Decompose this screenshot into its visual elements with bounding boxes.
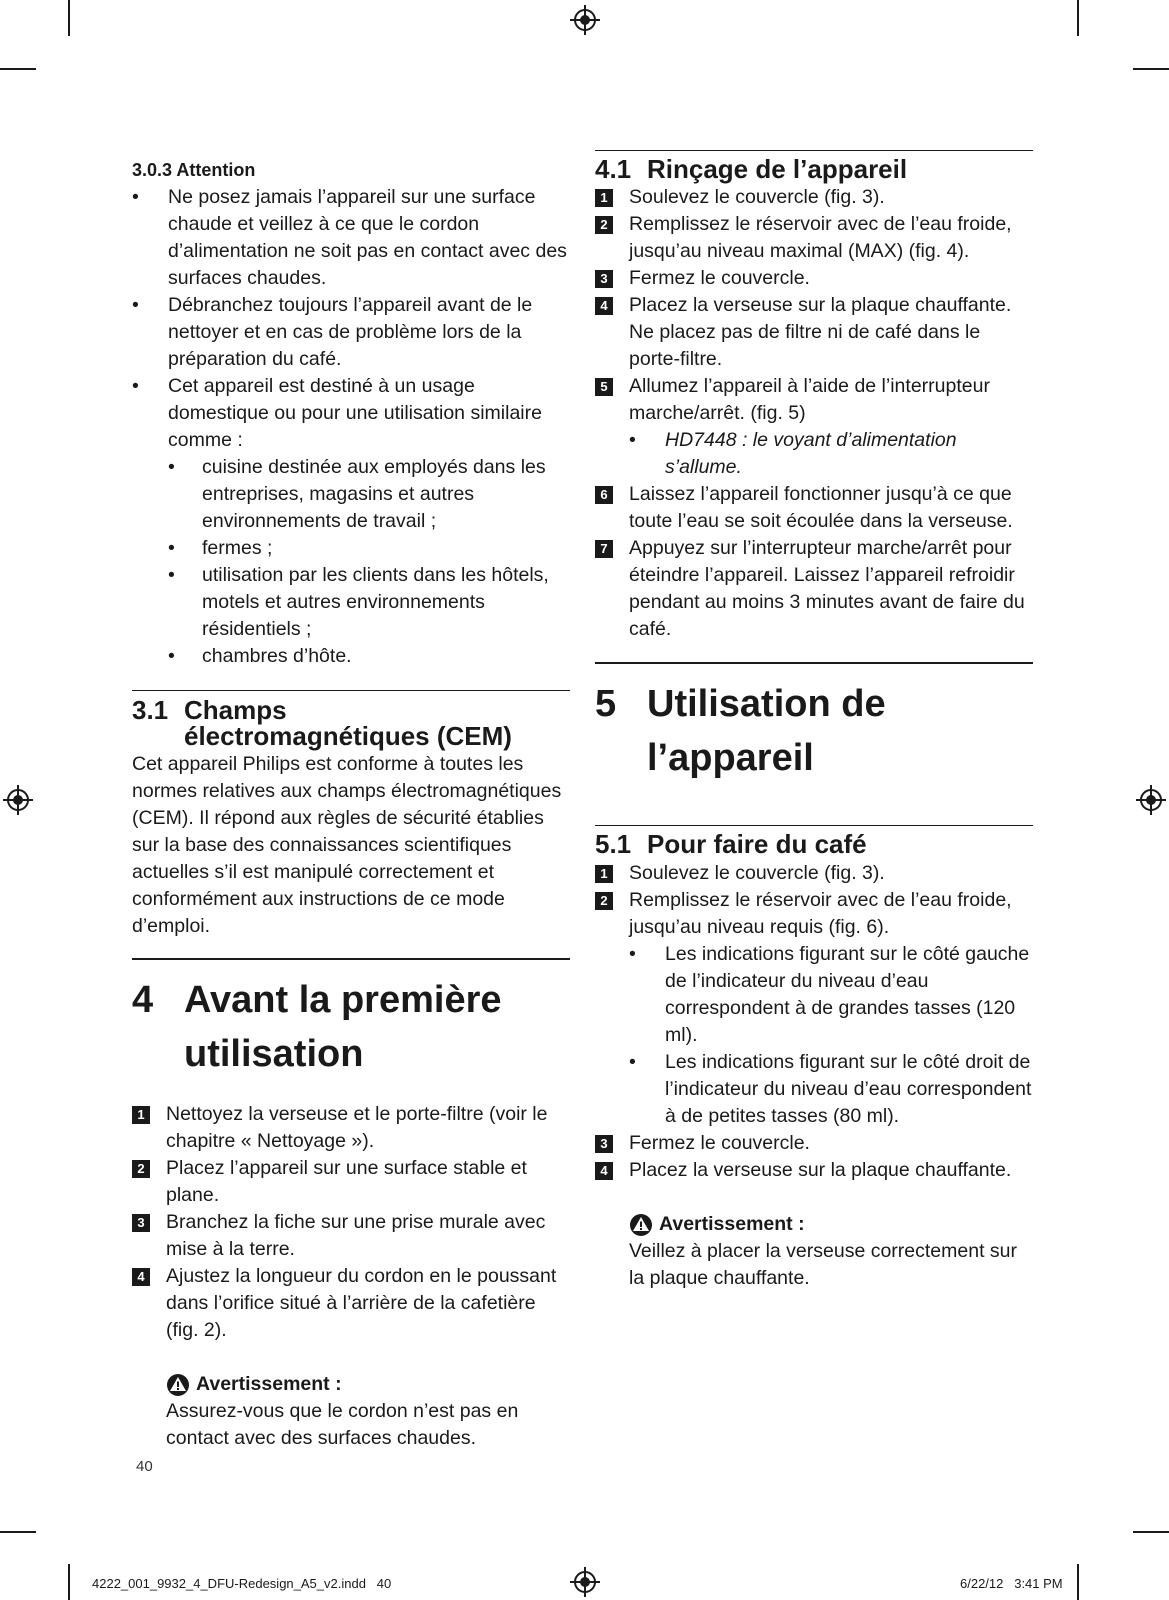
section-title: Pour faire du café <box>647 829 867 859</box>
chapter-title: l’appareil <box>647 737 814 779</box>
step-number: 7 <box>595 540 613 558</box>
step-note: • Les indications figurant sur le côté gauche de l’indicateur du niveau d’eau correspondent à de grandes tasses (120 ml). <box>629 943 1030 1046</box>
rincage-heading <box>595 156 1035 182</box>
list-item <box>132 1209 572 1263</box>
list-item <box>595 535 1035 643</box>
list-item: • Débranchez toujours l’appareil avant de le nettoyer et en cas de problème lors de la préparation du café. <box>132 294 533 370</box>
list-item <box>595 1130 1035 1157</box>
step-text: Placez la verseuse sur la plaque chauffante. <box>629 1159 1012 1181</box>
sub-bullet-text: chambres d’hôte. <box>202 645 352 667</box>
chapter-4-heading <box>132 973 572 1081</box>
section-number: 4.1 <box>595 154 632 184</box>
chapter-rule <box>595 662 1033 664</box>
step-text: Laissez l’appareil fonctionner jusqu’à ce que toute l’eau se soit écoulée dans la verseuse. <box>629 483 1013 532</box>
warning-title: Avertissement : <box>196 1373 342 1395</box>
crop-mark <box>1077 1564 1079 1600</box>
sub-bullet-text: fermes ; <box>202 537 273 559</box>
step-text: Placez la verseuse sur la plaque chauffante. Ne placez pas de filtre ni de café dans le porte-filtre. <box>629 294 1012 370</box>
list-item <box>595 292 1035 373</box>
step-number: 4 <box>132 1268 150 1286</box>
crop-mark <box>0 68 36 70</box>
list-item <box>595 1157 1035 1184</box>
attention-heading: 3.0.3 Attention <box>132 160 256 180</box>
step-text: Nettoyez la verseuse et le porte-filtre (voir le chapitre « Nettoyage »). <box>166 1103 548 1152</box>
page-number: 40 <box>136 1458 153 1475</box>
step-number: 3 <box>595 270 613 288</box>
step-text: Ajustez la longueur du cordon en le poussant dans l’orifice situé à l’arrière de la cafetière (fig. 2). <box>166 1265 557 1341</box>
warning-title: Avertissement : <box>659 1213 805 1235</box>
footer-file-name: 4222_001_9932_4_DFU-Redesign_A5_v2.indd 40 <box>92 1576 392 1591</box>
step-text: Placez l’appareil sur une surface stable et plane. <box>166 1157 527 1206</box>
warning-heading <box>629 1211 1035 1238</box>
step-text: Branchez la fiche sur une prise murale avec mise à la terre. <box>166 1211 546 1260</box>
footer-date: 6/22/12 3:41 PM <box>960 1576 1063 1591</box>
step-number: 6 <box>595 486 613 504</box>
chapter-title: Avant la première <box>184 979 502 1021</box>
warning-block <box>132 1371 572 1452</box>
crop-mark <box>1133 1531 1169 1533</box>
section-number: 5.1 <box>595 829 632 859</box>
chapter-number: 4 <box>132 979 154 1021</box>
sub-bullet-text: utilisation par les clients dans les hôtels, motels et autres environnements résidentiels ; <box>202 564 549 640</box>
step-number: 3 <box>595 1135 613 1153</box>
step-text: Appuyez sur l’interrupteur marche/arrêt pour éteindre l’appareil. Laissez l’appareil refroidir pendant au moins 3 minutes avant de faire du café. <box>629 537 1025 640</box>
registration-mark-icon <box>1140 789 1162 811</box>
step-number: 2 <box>132 1160 150 1178</box>
left-column <box>132 157 572 670</box>
bullet-text: Débranchez toujours l’appareil avant de le nettoyer et en cas de problème lors de la préparation du café. <box>168 294 533 370</box>
bullet-text: Ne posez jamais l’appareil sur une surface chaude et veillez à ce que le cordon d’alimentation ne soit pas en contact avec des surfaces chaudes. <box>168 186 567 289</box>
section-rule <box>132 690 570 691</box>
bullet-text: Cet appareil est destiné à un usage domestique ou pour une utilisation similaire comme : <box>168 375 542 451</box>
step-number: 1 <box>132 1106 150 1124</box>
rincage-steps <box>595 184 1035 643</box>
registration-mark-icon <box>574 9 596 31</box>
chapter-title: utilisation <box>184 1033 364 1075</box>
chapter-title: Utilisation de <box>647 683 886 725</box>
step-number: 3 <box>132 1214 150 1232</box>
list-item: • cuisine destinée aux employés dans les entreprises, magasins et autres environnements de travail ; <box>168 456 546 532</box>
list-item <box>132 1101 572 1155</box>
warning-heading <box>166 1371 572 1398</box>
step-number: 4 <box>595 297 613 315</box>
step-text: Fermez le couvercle. <box>629 1132 810 1154</box>
note-text: HD7448 : le voyant d’alimentation s’allume. <box>665 429 957 478</box>
step-text: Remplissez le réservoir avec de l’eau froide, jusqu’au niveau requis (fig. 6). <box>629 889 1012 938</box>
list-item: • chambres d’hôte. <box>168 645 352 667</box>
list-item: • Cet appareil est destiné à un usage domestique ou pour une utilisation similaire comme : <box>132 375 542 451</box>
list-item <box>132 1263 572 1344</box>
list-item: • fermes ; <box>168 537 273 559</box>
section-rule <box>595 825 1033 826</box>
chapter-number: 5 <box>595 683 617 725</box>
step-text: Soulevez le couvercle (fig. 3). <box>629 862 885 884</box>
chapter-5-heading <box>595 677 1035 785</box>
sub-bullet-text: cuisine destinée aux employés dans les entreprises, magasins et autres environnements de travail ; <box>202 456 546 532</box>
step-number: 5 <box>595 378 613 396</box>
warning-block <box>595 1211 1035 1292</box>
section-title: électromagnétiques (CEM) <box>184 721 512 751</box>
list-item <box>595 373 1035 481</box>
step-note: • Les indications figurant sur le côté droit de l’indicateur du niveau d’eau correspondent à de petites tasses (80 ml). <box>629 1051 1032 1127</box>
section-rule <box>595 150 1033 151</box>
section-number: 3.1 <box>132 695 169 725</box>
list-item <box>595 481 1035 535</box>
cem-heading <box>132 697 572 749</box>
cem-body <box>132 751 572 940</box>
crop-mark <box>1077 0 1079 36</box>
note-text: Les indications figurant sur le côté gauche de l’indicateur du niveau d’eau correspondent à de grandes tasses (120 ml). <box>665 943 1030 1046</box>
warning-icon <box>166 1373 190 1397</box>
warning-icon <box>629 1213 653 1237</box>
cafe-steps <box>595 860 1035 1292</box>
section-title: Rinçage de l’appareil <box>647 154 908 184</box>
chapter-4-steps <box>132 1101 572 1452</box>
list-item <box>595 860 1035 887</box>
crop-mark <box>68 0 70 36</box>
section-title: Champs <box>184 695 287 725</box>
step-text: Allumez l’appareil à l’aide de l’interrupteur marche/arrêt. (fig. 5) <box>629 375 990 424</box>
step-text: Fermez le couvercle. <box>629 267 810 289</box>
paragraph: Cet appareil Philips est conforme à toutes les normes relatives aux champs électromagnétiques (CEM). Il répond aux règles de sécurité établies sur la base des connaissances scientifiques actuelles s’il est manipulé correctement et conformément aux instructions de ce mode d’emploi. <box>132 753 562 937</box>
list-item <box>595 265 1035 292</box>
registration-mark-icon <box>574 1571 596 1593</box>
list-item <box>595 211 1035 265</box>
warning-text: Assurez-vous que le cordon n’est pas en contact avec des surfaces chaudes. <box>166 1400 519 1449</box>
chapter-rule <box>132 958 570 960</box>
registration-mark-icon <box>7 789 29 811</box>
list-item <box>595 887 1035 1130</box>
step-number: 1 <box>595 189 613 207</box>
list-item: • utilisation par les clients dans les hôtels, motels et autres environnements résidentiels ; <box>168 564 549 640</box>
crop-mark <box>68 1564 70 1600</box>
step-number: 2 <box>595 892 613 910</box>
list-item <box>595 184 1035 211</box>
list-item: • Ne posez jamais l’appareil sur une surface chaude et veillez à ce que le cordon d’alimentation ne soit pas en contact avec des surfaces chaudes. <box>132 186 567 289</box>
step-number: 2 <box>595 216 613 234</box>
step-text: Soulevez le couvercle (fig. 3). <box>629 186 885 208</box>
warning-text: Veillez à placer la verseuse correctement sur la plaque chauffante. <box>629 1240 1018 1289</box>
cafe-heading <box>595 831 1035 857</box>
crop-mark <box>1133 68 1169 70</box>
step-note: • HD7448 : le voyant d’alimentation s’allume. <box>629 429 957 478</box>
note-text: Les indications figurant sur le côté droit de l’indicateur du niveau d’eau correspondent à de petites tasses (80 ml). <box>665 1051 1032 1127</box>
step-text: Remplissez le réservoir avec de l’eau froide, jusqu’au niveau maximal (MAX) (fig. 4). <box>629 213 1012 262</box>
crop-mark <box>0 1531 36 1533</box>
list-item <box>132 1155 572 1209</box>
step-number: 1 <box>595 865 613 883</box>
step-number: 4 <box>595 1162 613 1180</box>
